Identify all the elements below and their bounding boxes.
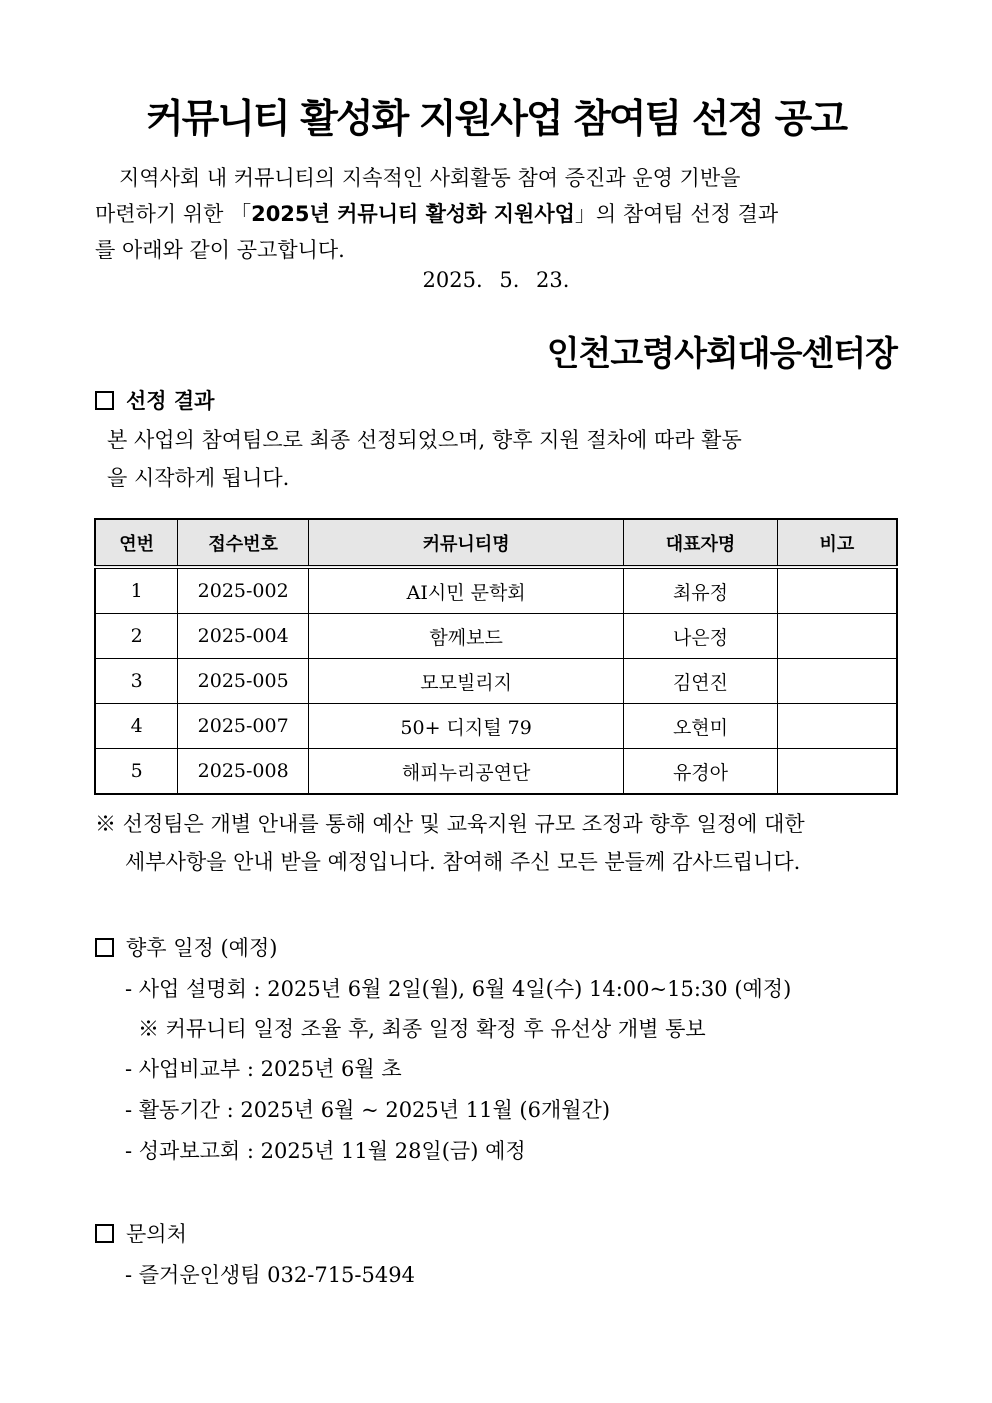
square-bullet-icon <box>95 938 114 957</box>
cell-no: 1 <box>95 567 178 614</box>
schedule-item: - 성과보고회 : 2025년 11월 28일(금) 예정 <box>125 1139 526 1163</box>
selection-note <box>95 805 905 881</box>
cell-remarks <box>777 659 897 704</box>
cell-representative: 김연진 <box>624 659 778 704</box>
cell-representative: 유경아 <box>624 749 778 795</box>
cell-remarks <box>777 704 897 749</box>
square-bullet-icon <box>95 391 114 410</box>
table-row <box>95 614 897 659</box>
schedule-note: ※ 커뮤니티 일정 조율 후, 최종 일정 확정 후 유선상 개별 통보 <box>138 1017 706 1041</box>
selection-text <box>107 421 892 497</box>
contact-heading <box>95 1218 187 1248</box>
header-community-name: 커뮤니티명 <box>309 519 624 567</box>
schedule-item: - 사업비교부 : 2025년 6월 초 <box>125 1057 402 1081</box>
intro-line-2-post: 」의 참여팀 선정 결과 <box>574 202 779 226</box>
cell-no: 5 <box>95 749 178 795</box>
cell-receipt-number: 2025-007 <box>178 704 309 749</box>
table-row <box>95 704 897 749</box>
note-line-2: 세부사항을 안내 받을 예정입니다. 참여해 주신 모든 분들께 감사드립니다. <box>125 850 801 874</box>
intro-paragraph <box>95 160 897 268</box>
cell-community-name: 50+ 디지털 79 <box>309 704 624 749</box>
header-no: 연번 <box>95 519 178 567</box>
intro-line-1: 지역사회 내 커뮤니티의 지속적인 사회활동 참여 증진과 운영 기반을 <box>119 166 741 190</box>
intro-program-name: 2025년 커뮤니티 활성화 지원사업 <box>251 202 575 226</box>
cell-remarks <box>777 567 897 614</box>
schedule-heading-text: 향후 일정 (예정) <box>126 936 278 960</box>
notice-date: 2025. 5. 23. <box>422 268 570 292</box>
cell-community-name: 함께보드 <box>309 614 624 659</box>
header-representative: 대표자명 <box>624 519 778 567</box>
selection-heading <box>95 385 214 415</box>
cell-receipt-number: 2025-008 <box>178 749 309 795</box>
contact-item: - 즐거운인생팀 032-715-5494 <box>125 1263 415 1287</box>
intro-line-2 <box>95 196 897 232</box>
cell-no: 4 <box>95 704 178 749</box>
cell-remarks <box>777 614 897 659</box>
cell-receipt-number: 2025-005 <box>178 659 309 704</box>
header-receipt-number: 접수번호 <box>178 519 309 567</box>
cell-no: 2 <box>95 614 178 659</box>
selection-text-line-1: 본 사업의 참여팀으로 최종 선정되었으며, 향후 지원 절차에 따라 활동 <box>107 428 742 452</box>
cell-representative: 오현미 <box>624 704 778 749</box>
contact-heading-text: 문의처 <box>126 1222 187 1246</box>
table-row <box>95 659 897 704</box>
page-title: 커뮤니티 활성화 지원사업 참여팀 선정 공고 <box>145 97 847 142</box>
selection-text-line-2: 을 시작하게 됩니다. <box>107 466 290 490</box>
schedule-heading <box>95 932 277 962</box>
schedule-item: - 사업 설명회 : 2025년 6월 2일(월), 6월 4일(수) 14:00~15:30 (예정) <box>125 977 792 1001</box>
table-row <box>95 749 897 795</box>
selection-heading-text: 선정 결과 <box>126 388 215 413</box>
organization-name: 인천고령사회대응센터장 <box>546 334 897 374</box>
cell-representative: 최유정 <box>624 567 778 614</box>
cell-receipt-number: 2025-004 <box>178 614 309 659</box>
cell-remarks <box>777 749 897 795</box>
schedule-item: - 활동기간 : 2025년 6월 ~ 2025년 11월 (6개월간) <box>125 1098 611 1122</box>
cell-community-name: 모모빌리지 <box>309 659 624 704</box>
selection-table <box>94 518 898 795</box>
header-remarks: 비고 <box>777 519 897 567</box>
table-header-row <box>95 519 897 567</box>
cell-no: 3 <box>95 659 178 704</box>
note-line-1: ※ 선정팀은 개별 안내를 통해 예산 및 교육지원 규모 조정과 향후 일정에 대한 <box>95 812 805 836</box>
intro-line-3: 를 아래와 같이 공고합니다. <box>95 238 345 262</box>
cell-community-name: AI시민 문학회 <box>309 567 624 614</box>
square-bullet-icon <box>95 1224 114 1243</box>
cell-representative: 나은정 <box>624 614 778 659</box>
cell-receipt-number: 2025-002 <box>178 567 309 614</box>
intro-line-2-pre: 마련하기 위한 「 <box>95 202 252 226</box>
table-row <box>95 567 897 614</box>
cell-community-name: 해피누리공연단 <box>309 749 624 795</box>
